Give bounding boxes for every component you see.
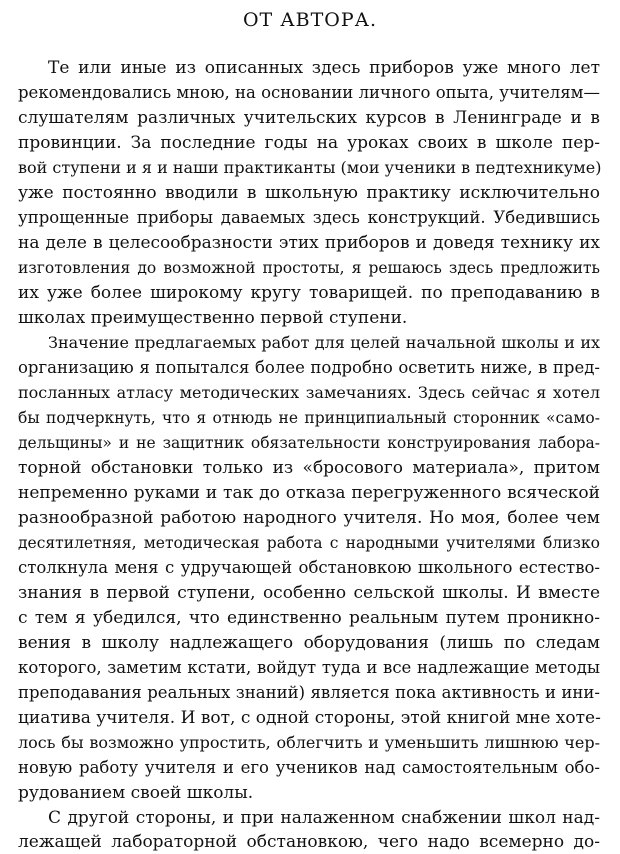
page-title: ОТ АВТОРА.: [242, 9, 378, 31]
text-line: организацию я попытался более подробно осветить ниже, в пред-: [18, 358, 600, 377]
text-line: Те или иные из описанных здесь приборов уже много лет: [48, 58, 600, 78]
text-line: столкнула меня с удручающей обстановкою школьного естество-: [18, 558, 600, 577]
text-line: непременно руками и так до отказа перегруженного всяческой: [18, 483, 600, 503]
text-line: бы подчеркнуть, что я отнюдь не принципиальный сторонник «само-: [18, 409, 600, 427]
text-line: изготовления до возможной простоты, я решаюсь здесь предложить: [18, 259, 600, 277]
text-line: лежащей лабораторной обстановкою, чего надо всемерно до-: [18, 832, 600, 852]
text-line: вения в школу надлежащего оборудования (лишь по следам: [18, 633, 600, 653]
text-line: уже постоянно вводили в школьную практику исключительно: [18, 183, 600, 203]
text-line: их уже более широкому кругу товарищей. по преподаванию в: [18, 283, 600, 303]
text-line: торной обстановки только из «бросового материала», притом: [18, 458, 600, 478]
text-line: провинции. За последние годы на уроках своих в школе пер-: [18, 133, 600, 153]
text-line: упрощенные приборы даваемых здесь конструкций. Убедившись: [18, 208, 600, 227]
text-line: десятилетняя, методическая работа с народными учителями близко: [18, 534, 600, 552]
text-line: посланных атласу методических замечаниях. Здесь сейчас я хотел: [18, 383, 600, 402]
text-line: лось бы возможно упростить, облегчить и уменьшить лишнюю чер-: [18, 733, 600, 752]
text-line: С другой стороны, и при налаженном снабжении школ над-: [48, 808, 600, 828]
text-line: преподавания реальных знаний) является пока активность и ини-: [18, 683, 600, 702]
text-line: с тем я убедился, что единственно реальным путем проникно-: [18, 608, 600, 628]
text-line: рудованием своей школы.: [18, 783, 254, 803]
text-line: дельщины» и не защитник обязательности конструирования лабора-: [18, 434, 600, 452]
text-line: циатива учителя. И вот, с одной стороны, этой книгой мне хоте-: [18, 708, 601, 728]
text-line: вой ступени и я и наши практиканты (мои ученики в педтехникуме): [18, 158, 602, 177]
text-line: Значение предлагаемых работ для целей начальной школы и их: [48, 333, 600, 352]
text-line: новую работу учителя и его учеников над самостоятельным обо-: [18, 758, 600, 777]
text-line: разнообразной работою народного учителя. Но моя, более чем: [18, 508, 600, 528]
text-line: слушателям различных учительских курсов в Ленинграде и в: [18, 108, 600, 128]
text-line: на деле в целесообразности этих приборов и доведя технику их: [18, 233, 600, 253]
text-line: рекомендовались мною, на основании личного опыта, учителям—: [18, 83, 600, 102]
text-line: знания в первой ступени, особенно сельской школы. И вместе: [18, 583, 600, 603]
text-line: которого, заметим кстати, войдут туда и все надлежащие методы: [18, 658, 600, 677]
text-line: школах преимущественно первой ступени.: [18, 308, 408, 328]
